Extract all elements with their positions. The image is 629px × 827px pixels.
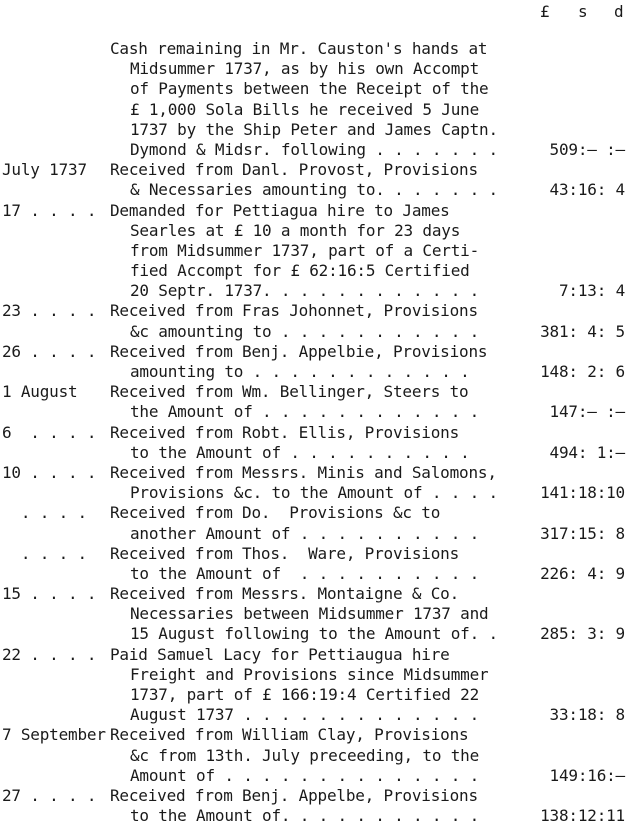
description-text: to the Amount of . . . . . . . . . . <box>130 442 470 462</box>
description-text: to the Amount of . . . . . . . . . . <box>130 563 480 583</box>
description-text: Received from Messrs. Montaigne & Co. <box>110 584 460 604</box>
description-line <box>110 463 629 483</box>
entry-date: 6 . . . . <box>2 422 97 442</box>
entry-amount: 509:– :– <box>549 139 625 159</box>
ledger-entry <box>0 645 629 726</box>
entry-amount: 138:12:11 <box>540 806 625 826</box>
entry-amount: 494: 1:– <box>549 442 625 462</box>
entry-description <box>110 725 629 786</box>
entry-amount: 33:18: 8 <box>549 705 625 725</box>
description-line <box>110 705 629 725</box>
description-text: £ 1,000 Sola Bills he received 5 June <box>130 99 480 119</box>
description-text: Cash remaining in Mr. Causton's hands at <box>110 39 488 58</box>
description-line <box>110 402 629 422</box>
description-line <box>110 59 629 79</box>
description-line <box>110 503 629 523</box>
entry-amount: 285: 3: 9 <box>540 624 625 644</box>
description-text: August 1737 . . . . . . . . . . . . . <box>130 705 480 725</box>
entry-date: . . . . <box>2 543 87 563</box>
description-text: Paid Samuel Lacy for Pettiaugua hire <box>110 644 450 664</box>
description-text: Received from Thos. Ware, Provisions <box>110 543 460 563</box>
entry-date: 23 . . . . <box>2 301 97 321</box>
description-line <box>110 39 629 59</box>
entry-date: 27 . . . . <box>2 785 97 805</box>
description-line <box>110 766 629 786</box>
description-line <box>110 301 629 321</box>
entry-description <box>110 645 629 726</box>
description-line <box>110 725 629 745</box>
description-line <box>110 483 629 503</box>
description-line <box>110 120 629 140</box>
ledger-entry <box>0 342 629 382</box>
pence-column-header: d <box>614 2 624 21</box>
description-text: from Midsummer 1737, part of a Certi- <box>130 240 480 260</box>
description-line <box>110 201 629 221</box>
description-text: Midsummer 1737, as by his own Accompt <box>130 59 480 79</box>
entry-description <box>110 301 629 341</box>
description-text: 20 Septr. 1737. . . . . . . . . . . . <box>130 281 480 301</box>
pound-column-header: £ <box>540 2 550 21</box>
description-text: 1737, part of £ 166:19:4 Certified 22 <box>130 685 480 704</box>
description-line <box>110 544 629 564</box>
description-text: Searles at £ 10 a month for 23 days <box>130 220 461 240</box>
description-line <box>110 382 629 402</box>
description-text: Received from Benj. Appelbe, Provisions <box>110 785 478 805</box>
description-line <box>110 624 629 644</box>
description-line <box>110 564 629 584</box>
ledger-entry <box>0 160 629 200</box>
entry-date: 15 . . . . <box>2 584 97 604</box>
description-line <box>110 322 629 342</box>
description-line <box>110 524 629 544</box>
ledger-entry <box>0 544 629 584</box>
description-line <box>110 584 629 604</box>
description-text: fied Accompt for £ 62:16:5 Certified <box>130 261 470 281</box>
description-text: Received from Wm. Bellinger, Steers to <box>110 382 469 402</box>
description-line <box>110 160 629 180</box>
description-line <box>110 423 629 443</box>
ledger-entry <box>0 201 629 302</box>
currency-header <box>0 2 629 24</box>
description-text: Received from Do. Provisions &c to <box>110 503 441 523</box>
description-line <box>110 100 629 120</box>
ledger-entry <box>0 39 629 160</box>
entry-amount: 43:16: 4 <box>549 180 625 200</box>
entry-date: 10 . . . . <box>2 462 97 482</box>
description-line <box>110 241 629 261</box>
entry-date: 7 September <box>2 725 106 745</box>
ledger-entry <box>0 301 629 341</box>
entry-date: 26 . . . . <box>2 341 97 361</box>
entry-amount: 147:– :– <box>549 402 625 422</box>
description-line <box>110 806 629 826</box>
ledger-entry <box>0 725 629 786</box>
entry-date: 17 . . . . <box>2 200 97 220</box>
description-text: Received from Danl. Provost, Provisions <box>110 160 478 180</box>
description-line <box>110 665 629 685</box>
description-text: Received from Fras Johonnet, Provisions <box>110 301 478 321</box>
description-line <box>110 604 629 624</box>
entry-description <box>110 201 629 302</box>
description-line <box>110 342 629 362</box>
description-text: Received from Messrs. Minis and Salomons, <box>110 462 497 482</box>
description-text: Provisions &c. to the Amount of . . . . <box>130 483 498 503</box>
description-text: the Amount of . . . . . . . . . . . . <box>130 402 480 422</box>
description-text: Amount of . . . . . . . . . . . . . . <box>130 765 480 785</box>
entry-description <box>110 463 629 503</box>
description-text: Received from Robt. Ellis, Provisions <box>110 422 460 442</box>
description-line <box>110 786 629 806</box>
description-line <box>110 685 629 705</box>
description-line <box>110 180 629 200</box>
entry-amount: 226: 4: 9 <box>540 563 625 583</box>
entry-description <box>110 423 629 463</box>
description-line <box>110 443 629 463</box>
description-text: Demanded for Pettiagua hire to James <box>110 200 450 220</box>
description-text: Received from William Clay, Provisions <box>110 725 469 745</box>
entry-description <box>110 160 629 200</box>
ledger-entries <box>0 39 629 826</box>
entry-description <box>110 786 629 826</box>
entry-description <box>110 342 629 382</box>
entry-date: July 1737 <box>2 160 87 180</box>
entry-date: 1 August <box>2 382 78 402</box>
shillings-column-header: s <box>578 2 588 21</box>
description-line <box>110 140 629 160</box>
description-text: of Payments between the Receipt of the <box>130 79 489 99</box>
description-text: to the Amount of. . . . . . . . . . . <box>130 806 480 826</box>
entry-date: . . . . <box>2 503 87 523</box>
ledger-entry <box>0 463 629 503</box>
entry-amount: 149:16:– <box>549 765 625 785</box>
entry-description <box>110 39 629 160</box>
entry-description <box>110 382 629 422</box>
entry-date: 22 . . . . <box>2 644 97 664</box>
entry-amount: 317:15: 8 <box>540 523 625 543</box>
description-line <box>110 281 629 301</box>
entry-description <box>110 503 629 543</box>
entry-amount: 148: 2: 6 <box>540 362 625 381</box>
description-text: Necessaries between Midsummer 1737 and <box>130 604 489 624</box>
entry-amount: 7:13: 4 <box>558 281 625 301</box>
entry-description <box>110 544 629 584</box>
description-text: 15 August following to the Amount of. . <box>130 624 498 644</box>
description-text: Dymond & Midsr. following . . . . . . . <box>130 139 498 159</box>
ledger-entry <box>0 786 629 826</box>
ledger-entry <box>0 503 629 543</box>
entry-amount: 141:18:10 <box>540 483 625 503</box>
description-line <box>110 221 629 241</box>
description-line <box>110 79 629 99</box>
description-text: &c from 13th. July preceeding, to the <box>130 745 480 765</box>
description-text: amounting to . . . . . . . . . . . . <box>130 362 470 381</box>
description-text: &c amounting to . . . . . . . . . . . <box>130 321 480 341</box>
description-text: Freight and Provisions since Midsummer <box>130 664 489 684</box>
description-text: 1737 by the Ship Peter and James Captn. <box>130 119 498 139</box>
entry-amount: 381: 4: 5 <box>540 321 625 341</box>
entry-description <box>110 584 629 645</box>
description-line <box>110 645 629 665</box>
ledger-entry <box>0 382 629 422</box>
description-text: another Amount of . . . . . . . . . . <box>130 523 480 543</box>
ledger-entry <box>0 423 629 463</box>
ledger-entry <box>0 584 629 645</box>
description-text: & Necessaries amounting to. . . . . . . <box>130 180 498 200</box>
description-text: Received from Benj. Appelbie, Provisions <box>110 341 488 361</box>
description-line <box>110 746 629 766</box>
description-line <box>110 362 629 382</box>
description-line <box>110 261 629 281</box>
